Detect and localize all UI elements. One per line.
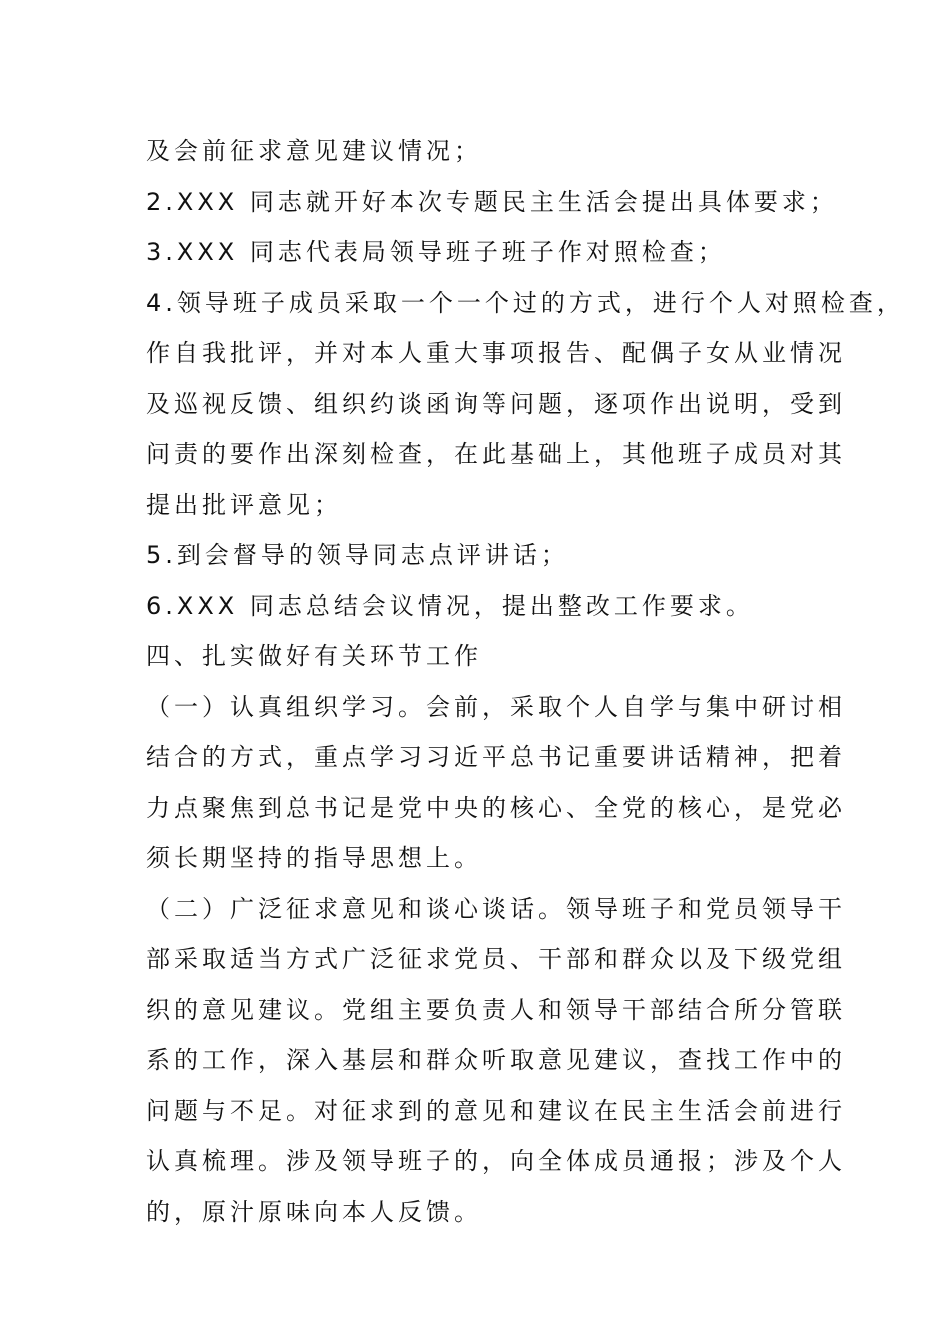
list-item-5: 5.到会督导的领导同志点评讲话； [146, 541, 569, 569]
text-line: 须长期坚持的指导思想上。 [146, 844, 482, 872]
text-line: 认真梳理。涉及领导班子的，向全体成员通报；涉及个人 [146, 1147, 846, 1175]
list-item-6: 6.XXX 同志总结会议情况，提出整改工作要求。 [146, 591, 754, 620]
text-line: 及巡视反馈、组织约谈函询等问题，逐项作出说明，受到 [146, 389, 846, 418]
text-line: 系的工作，深入基层和群众听取意见建议，查找工作中的 [146, 1046, 846, 1074]
text-line: 及会前征求意见建议情况； [146, 137, 482, 165]
document-body [146, 126, 905, 1237]
paragraph-1-start: （一）认真组织学习。会前，采取个人自学与集中研讨相 [146, 692, 846, 721]
text-line: 织的意见建议。党组主要负责人和领导干部结合所分管联 [146, 995, 846, 1024]
text-line: 结合的方式，重点学习习近平总书记重要讲话精神，把着 [146, 743, 846, 771]
text-line: 提出批评意见； [146, 490, 342, 519]
list-item-4: 4.领导班子成员采取一个一个过的方式，进行个人对照检查， [146, 288, 905, 317]
list-item-3: 3.XXX 同志代表局领导班子班子作对照检查； [146, 238, 726, 266]
text-line: 作自我批评，并对本人重大事项报告、配偶子女从业情况 [146, 339, 846, 367]
section-heading: 四、扎实做好有关环节工作 [146, 642, 482, 670]
text-line: 部采取适当方式广泛征求党员、干部和群众以及下级党组 [146, 945, 846, 973]
text-line: 问题与不足。对征求到的意见和建议在民主生活会前进行 [146, 1096, 846, 1125]
text-line: 力点聚焦到总书记是党中央的核心、全党的核心，是党必 [146, 793, 846, 822]
text-line: 的，原汁原味向本人反馈。 [146, 1197, 482, 1226]
paragraph-2-start: （二）广泛征求意见和谈心谈话。领导班子和党员领导干 [146, 894, 846, 923]
list-item-2: 2.XXX 同志就开好本次专题民主生活会提出具体要求； [146, 187, 838, 216]
text-line: 问责的要作出深刻检查，在此基础上，其他班子成员对其 [146, 440, 846, 468]
